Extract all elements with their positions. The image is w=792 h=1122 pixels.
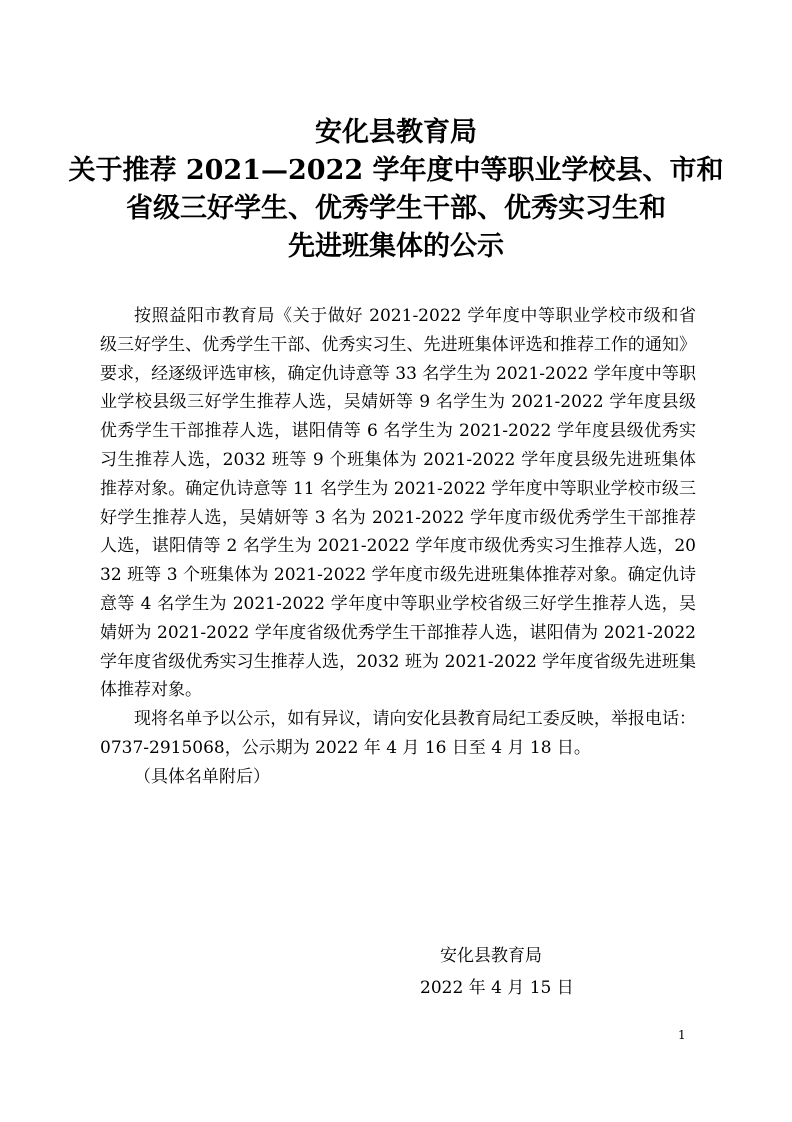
title-line-subject-3: 先进班集体的公示 xyxy=(288,231,504,262)
body-paragraph-main: 按照益阳市教育局《关于做好 2021-2022 学年度中等职业学校市级和省级三好学生、优秀学生干部、优秀实习生、先进班集体评选和推荐工作的通知》要求，经逐级评选审核，确定仇诗意等 33 名学生为 2021-2022 学年度中等职业学校县级三好学生推荐人选，吴婧妍等 9 名学生为 2021-2022 学年度县级优秀学生干部推荐人选，谌阳倩等 6 名学生为 2021-2022 学年度县级优秀实习生推荐人选，2032 班等 9 个班集体为 2021-2022 学年度县级先进班集体推荐对象。确定仇诗意等 11 名学生为 2021-2022 学年度中等职业学校市级三好学生推荐人选，吴婧妍等 3 名为 2021-2022 学年度市级优秀学生干部推荐人选，谌阳倩等 2 名学生为 2021-2022 学年度市级优秀实习生推荐人选，2032 班等 3 个班集体为 2021-2022 学年度市级先进班集体推荐对象。确定仇诗意等 4 名学生为 2021-2022 学年度中等职业学校省级三好学生推荐人选，吴婧妍为 2021-2022 学年度省级优秀学生干部推荐人选，谌阳倩为 2021-2022 学年度省级优秀实习生推荐人选，2032 班为 2021-2022 学年度省级先进班集体推荐对象。 xyxy=(100,306,696,701)
title-line-subject-2: 省级三好学生、优秀学生干部、优秀实习生和 xyxy=(126,193,666,224)
page-number: 1 xyxy=(678,1028,686,1042)
document-body xyxy=(100,302,696,792)
signature-block xyxy=(420,940,640,1004)
attachment-note: （具体名单附后） xyxy=(134,766,270,787)
title-line-subject-1: 关于推荐 2021—2022 学年度中等职业学校县、市和 xyxy=(68,155,724,186)
document-title xyxy=(60,114,732,266)
title-line-issuer: 安化县教育局 xyxy=(315,117,477,148)
body-paragraph-notice: 现将名单予以公示，如有异议，请向安化县教育局纪工委反映，举报电话：0737-2915068，公示期为 2022 年 4 月 16 日至 4 月 18 日。 xyxy=(100,709,696,758)
signature-organization: 安化县教育局 xyxy=(440,946,542,966)
signature-date: 2022 年 4 月 15 日 xyxy=(420,978,574,998)
